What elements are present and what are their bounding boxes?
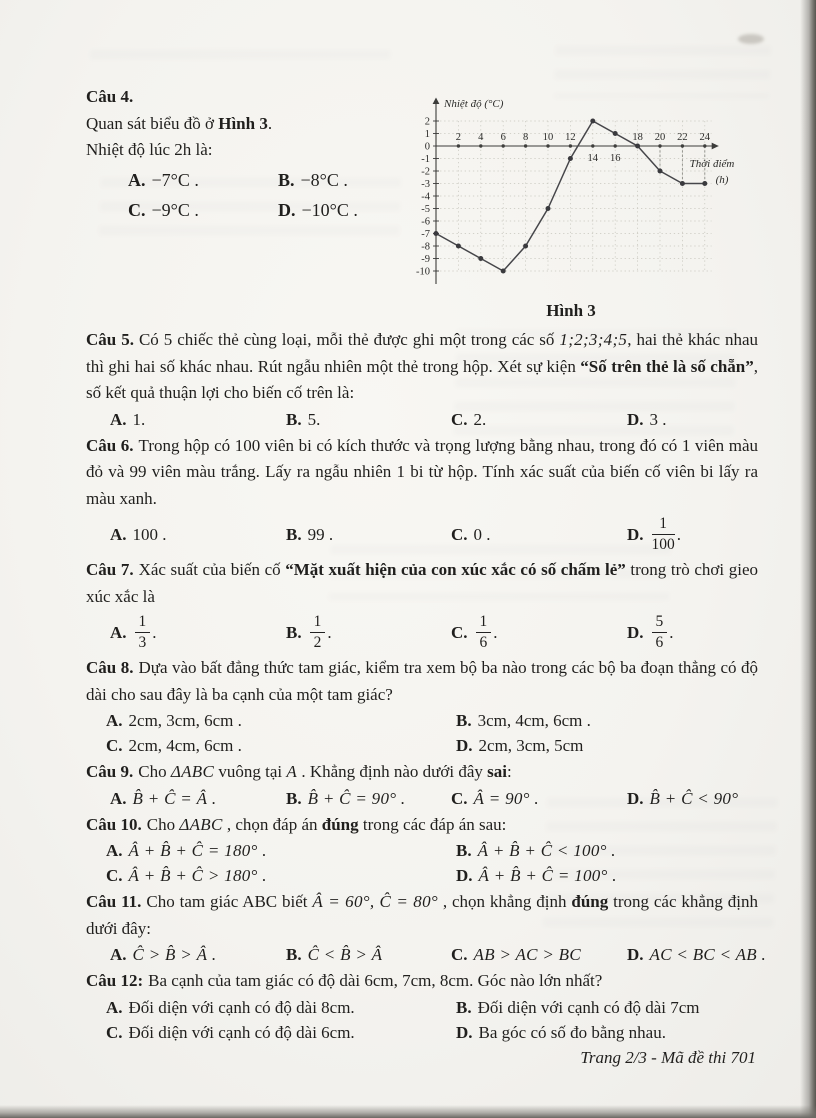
math-text: Ĉ < B̂ > Â	[307, 945, 383, 964]
text-run: , chọn khẳng định	[438, 892, 572, 911]
option-letter: B.	[456, 711, 472, 730]
option-cau-7-c	[451, 614, 627, 651]
text-run: 2cm, 3cm, 6cm .	[128, 711, 242, 730]
text-run: 5.	[307, 409, 321, 429]
options-cau-10	[86, 839, 758, 887]
option-letter: D.	[456, 1022, 473, 1042]
option-cau-6-d	[627, 516, 758, 553]
text-run: .	[267, 113, 273, 133]
x-tick-dot	[569, 144, 572, 147]
question-label-cau-9: Câu 9.	[86, 762, 134, 781]
x-axis-label: Thời điểm	[689, 158, 735, 170]
x-tick-dot	[658, 144, 661, 147]
text-run: 3cm, 4cm, 6cm .	[477, 711, 591, 730]
option-letter: B.	[286, 622, 302, 642]
text-run: , số kết quả thuận lợi cho biến cố trên là:	[86, 356, 758, 402]
option-letter: C.	[451, 945, 468, 964]
text-run: .	[676, 524, 682, 544]
question-label-cau-4: Câu 4.	[86, 87, 134, 106]
option-cau-10-c	[106, 864, 456, 887]
text-run: 100 .	[132, 524, 167, 544]
question-text-cau-5	[86, 327, 758, 407]
option-letter: A.	[110, 788, 127, 808]
question-label-cau-8: Câu 8.	[86, 658, 134, 677]
x-tick-label: 16	[609, 153, 621, 164]
question-text-cau-9	[86, 759, 758, 786]
text-run: Dựa vào bất đẳng thức tam giác, kiểm tra xem bộ ba nào trong các bộ ba đoạn thẳng có độ dài cho sau đây là ba cạnh của một tam giác?	[86, 658, 759, 704]
option-cau-8-b	[456, 709, 758, 732]
question-cau-7	[86, 557, 758, 653]
option-cau-12-a	[106, 996, 456, 1019]
text-run: :	[506, 762, 512, 781]
text-run: .	[669, 622, 674, 642]
option-letter: B.	[286, 409, 302, 429]
option-letter: D.	[627, 788, 644, 808]
option-letter: A.	[128, 169, 146, 190]
y-tick-label: -6	[421, 216, 430, 228]
option-letter: C.	[451, 409, 468, 429]
data-point	[456, 244, 461, 249]
option-cau-5-d	[627, 408, 758, 431]
x-tick-dot	[591, 144, 594, 147]
math-text: AC < BC < AB .	[649, 945, 767, 964]
options-cau-6	[86, 513, 758, 555]
text-run: Cho	[146, 814, 180, 834]
text-run: trong các đáp án sau:	[358, 814, 507, 834]
data-point	[635, 144, 640, 149]
emphasis-text: Hình 3	[218, 113, 268, 133]
emphasis-text: đúng	[321, 814, 359, 834]
text-run: Cho tam giác ABC biết	[146, 892, 313, 911]
scan-edge-bottom	[0, 1105, 816, 1118]
text-run: 2cm, 3cm, 5cm	[478, 736, 584, 755]
y-tick-label: 0	[424, 141, 430, 153]
option-cau-8-a	[106, 709, 456, 732]
emphasis-text: “Số trên thẻ là số chẵn”	[580, 356, 754, 376]
option-letter: A.	[110, 524, 127, 544]
text-run: Cho	[138, 762, 171, 781]
option-cau-4-d	[278, 197, 406, 223]
x-tick-label: 14	[587, 153, 599, 164]
x-tick-dot	[502, 144, 505, 147]
question-4-slot	[86, 84, 406, 321]
fraction: $\frac{1}{6}$	[476, 614, 492, 651]
data-point	[613, 131, 618, 136]
x-axis-arrow	[712, 143, 719, 150]
x-tick-dot	[614, 144, 617, 147]
math-text: ΔABC	[170, 762, 215, 781]
question-label-cau-6: Câu 6.	[86, 435, 134, 455]
text-run: −7°C .	[151, 169, 199, 190]
question-label-cau-10: Câu 10.	[86, 814, 142, 834]
option-cau-5-b	[286, 408, 451, 431]
math-text: Â + B̂ + Ĉ = 180° .	[128, 841, 267, 860]
option-cau-8-d	[456, 734, 758, 757]
option-cau-11-b	[286, 943, 451, 966]
option-letter: D.	[627, 622, 644, 642]
math-text: Â = 60°, Ĉ = 80°	[312, 892, 438, 911]
question-cau-8	[86, 655, 758, 757]
text-run: 3 .	[649, 409, 667, 429]
option-cau-12-b	[456, 996, 758, 1019]
questions-list	[86, 327, 767, 1044]
x-tick-label: 24	[699, 132, 711, 143]
text-run: vuông tại	[214, 762, 287, 781]
x-tick-dot	[681, 144, 684, 147]
x-tick-label: 2	[455, 132, 462, 143]
option-cau-5-a	[110, 408, 286, 431]
text-run: trong các khẳng định dưới đây:	[86, 892, 758, 938]
scan-speck-artifact	[738, 34, 764, 44]
x-tick-label: 6	[500, 132, 506, 143]
math-text: 1;2;3;4;5	[559, 330, 628, 349]
y-tick-label: -9	[421, 254, 430, 265]
text-run: , chọn đáp án	[222, 814, 322, 834]
option-letter: A.	[106, 997, 123, 1017]
option-cau-12-c	[106, 1021, 456, 1044]
option-cau-10-d	[456, 864, 758, 887]
question-text-cau-12	[86, 968, 758, 995]
text-run: 99 .	[307, 524, 334, 544]
math-text: B̂ + Ĉ = 90° .	[307, 788, 406, 808]
options-cau-8	[86, 709, 758, 757]
question-label-cau-11: Câu 11.	[86, 892, 142, 911]
option-letter: C.	[106, 1022, 123, 1042]
option-letter: A.	[106, 841, 123, 860]
option-letter: B.	[286, 788, 302, 808]
y-tick-label: 2	[424, 116, 430, 128]
math-text: Â + B̂ + Ĉ < 100° .	[477, 841, 616, 860]
y-axis-arrow	[433, 98, 440, 105]
data-point	[590, 119, 595, 124]
text-run: 1.	[132, 409, 146, 429]
x-tick-label: 12	[565, 132, 576, 143]
text-run: Đối diện với cạnh có độ dài 6cm.	[128, 1022, 355, 1042]
option-cau-11-d	[627, 943, 766, 966]
scan-edge-right	[800, 0, 816, 1118]
option-cau-6-b	[286, 523, 451, 546]
option-cau-9-c	[451, 787, 627, 810]
text-run: Ba cạnh của tam giác có độ dài 6cm, 7cm, 8cm. Góc nào lớn nhất?	[148, 971, 603, 990]
data-point	[478, 256, 483, 261]
data-point	[658, 169, 663, 174]
option-letter: D.	[456, 736, 473, 755]
question-cau-9	[86, 759, 758, 810]
option-cau-5-c	[451, 408, 627, 431]
option-cau-11-c	[451, 943, 627, 966]
option-letter: C.	[451, 788, 468, 808]
y-tick-label: -10	[416, 266, 430, 278]
math-text: Â + B̂ + Ĉ = 100° .	[478, 866, 617, 885]
option-letter: B.	[456, 841, 472, 860]
text-run: Trong hộp có 100 viên bi có kích thước và trọng lượng bằng nhau, trong đó có 1 viên màu đỏ và 99 viên màu trắng. Lấy ra ngẫu nhiên 1 bi từ hộp. Tính xác suất của biến cố viên bi lấy ra màu xanh.	[86, 435, 759, 508]
option-cau-4-b	[278, 167, 406, 193]
math-text: ΔABC	[179, 814, 223, 834]
data-point	[434, 231, 439, 236]
question-cau-5	[86, 327, 758, 431]
page-footer: Trang 2/3 - Mã đề thi 701	[580, 1047, 756, 1067]
text-run: Xác suất của biến cố	[138, 560, 286, 579]
text-run: −9°C .	[151, 199, 199, 220]
x-tick-label: 8	[522, 132, 529, 143]
text-run: Ba góc có số đo bằng nhau.	[478, 1022, 666, 1042]
option-letter: B.	[286, 524, 302, 544]
temperature-line-chart	[406, 94, 758, 294]
option-cau-6-a	[110, 523, 286, 546]
question-cau-6	[86, 433, 758, 556]
y-axis-label: Nhiệt độ (°C)	[444, 98, 504, 110]
question-label-line	[86, 84, 406, 111]
option-letter: A.	[110, 945, 127, 964]
text-run: Đối diện với cạnh có độ dài 7cm	[477, 997, 700, 1017]
question-text-line	[86, 137, 406, 164]
y-tick-label: -8	[421, 241, 430, 253]
options-cau-11	[86, 943, 767, 966]
bleed-through-artifact	[90, 50, 391, 74]
math-text: Â = 90° .	[473, 788, 539, 808]
option-letter: C.	[106, 866, 123, 885]
question-text-line	[86, 111, 406, 138]
y-tick-label: -7	[421, 229, 430, 240]
question-label-cau-7: Câu 7.	[86, 560, 134, 579]
option-cau-4-a	[128, 167, 278, 193]
x-tick-label: 20	[654, 132, 666, 143]
option-cau-6-c	[451, 523, 627, 546]
question-label-cau-5: Câu 5.	[86, 330, 134, 349]
option-letter: D.	[627, 524, 644, 544]
emphasis-text: “Mặt xuất hiện của con xúc xắc có số chấm lẻ”	[285, 560, 626, 579]
figure-hinh-3	[406, 94, 758, 321]
text-run: , hai thẻ khác nhau thì ghi hai số khác nhau. Rút ngẫu nhiên một thẻ trong hộp. Xét sự kiện	[86, 330, 759, 376]
text-run: trong trò chơi gieo xúc xắc là	[86, 560, 758, 606]
option-cau-9-b	[286, 787, 451, 810]
question-4-row	[86, 84, 758, 321]
options-cau-5	[86, 408, 758, 431]
data-point	[702, 181, 707, 186]
y-tick-label: -4	[421, 191, 430, 203]
option-letter: D.	[456, 866, 473, 885]
x-tick-label: 4	[478, 132, 484, 143]
y-tick-label: -3	[421, 179, 430, 190]
math-text: AB > AC > BC	[473, 945, 581, 964]
x-tick-dot	[457, 144, 460, 147]
x-tick-label: 18	[632, 132, 643, 143]
text-run: 2.	[473, 409, 487, 429]
option-letter: A.	[110, 622, 127, 642]
math-text: Â + B̂ + Ĉ > 180° .	[128, 866, 267, 885]
data-point	[680, 181, 685, 186]
emphasis-text: sai	[487, 762, 507, 781]
option-letter: C.	[128, 199, 146, 220]
figure-caption: Hình 3	[546, 301, 596, 320]
option-letter: C.	[451, 622, 468, 642]
page-content	[86, 84, 767, 1068]
question-cau-10	[86, 812, 758, 888]
x-tick-label: 10	[542, 132, 554, 143]
fraction: $\frac{5}{6}$	[652, 614, 668, 651]
option-letter: D.	[627, 409, 644, 429]
y-tick-label: -1	[421, 154, 430, 165]
x-tick-label: 22	[677, 132, 688, 143]
option-letter: A.	[110, 409, 127, 429]
text-run: Có 5 chiếc thẻ cùng loại, mỗi thẻ được ghi một trong các số	[138, 330, 560, 349]
y-tick-label: -2	[421, 166, 430, 178]
option-letter: B.	[456, 997, 472, 1017]
text-run: . Khẳng định nào dưới đây	[297, 762, 488, 781]
option-cau-9-d	[627, 787, 758, 810]
option-cau-7-a	[110, 614, 286, 651]
data-point	[568, 156, 573, 161]
text-run: .	[493, 622, 498, 642]
fraction: $\frac{1}{3}$	[135, 614, 151, 651]
option-letter: C.	[451, 524, 468, 544]
y-tick-label: 1	[424, 129, 430, 140]
x-tick-dot	[546, 144, 549, 147]
option-letter: A.	[106, 711, 123, 730]
text-run: Nhiệt độ lúc 2h là:	[86, 140, 213, 159]
x-tick-dot	[524, 144, 527, 147]
text-run: 2cm, 4cm, 6cm .	[128, 736, 242, 755]
options-cau-4	[86, 167, 406, 223]
option-cau-8-c	[106, 734, 456, 757]
y-tick-label: -5	[421, 204, 430, 215]
question-text-cau-11	[86, 889, 758, 942]
option-cau-10-b	[456, 839, 758, 862]
text-run: .	[152, 622, 157, 642]
x-tick-dot	[479, 144, 482, 147]
text-run: −10°C .	[301, 199, 358, 220]
option-cau-9-a	[110, 787, 286, 810]
options-cau-7	[86, 611, 758, 653]
text-run: .	[327, 622, 332, 642]
option-cau-4-c	[128, 197, 278, 223]
data-point	[501, 269, 506, 274]
option-letter: B.	[278, 169, 295, 190]
question-cau-4	[86, 84, 406, 223]
option-letter: C.	[106, 736, 123, 755]
text-run: Quan sát biểu đồ ở	[86, 113, 219, 133]
math-text: Ĉ > B̂ > Â .	[132, 945, 217, 964]
question-text-cau-7	[86, 557, 758, 610]
option-cau-7-b	[286, 614, 451, 651]
option-cau-12-d	[456, 1021, 758, 1044]
question-text-cau-10	[86, 812, 758, 839]
question-text-cau-8	[86, 655, 758, 708]
option-letter: D.	[627, 945, 644, 964]
question-label-cau-12: Câu 12:	[86, 971, 144, 990]
x-tick-dot	[703, 144, 706, 147]
fraction: $\frac{1}{100}$	[651, 514, 675, 553]
x-axis-label-unit: (h)	[715, 174, 729, 186]
option-letter: D.	[278, 199, 296, 220]
math-text: B̂ + Ĉ < 90°	[649, 788, 739, 808]
question-cau-12	[86, 968, 758, 1044]
text-run: −8°C .	[300, 169, 348, 190]
math-text: B̂ + Ĉ = Â .	[132, 788, 217, 808]
fraction: $\frac{1}{2}$	[310, 614, 326, 651]
question-text-cau-6	[86, 433, 758, 513]
options-cau-9	[86, 787, 758, 810]
option-cau-7-d	[627, 614, 758, 651]
data-point	[523, 244, 528, 249]
text-run: 0 .	[473, 524, 491, 544]
emphasis-text: đúng	[571, 892, 609, 911]
data-point	[546, 206, 551, 211]
option-cau-11-a	[110, 943, 286, 966]
text-run: Đối diện với cạnh có độ dài 8cm.	[128, 997, 355, 1017]
option-letter: B.	[286, 945, 302, 964]
math-text: A	[286, 762, 298, 781]
option-cau-10-a	[106, 839, 456, 862]
options-cau-12	[86, 996, 758, 1044]
question-cau-11	[86, 889, 767, 966]
